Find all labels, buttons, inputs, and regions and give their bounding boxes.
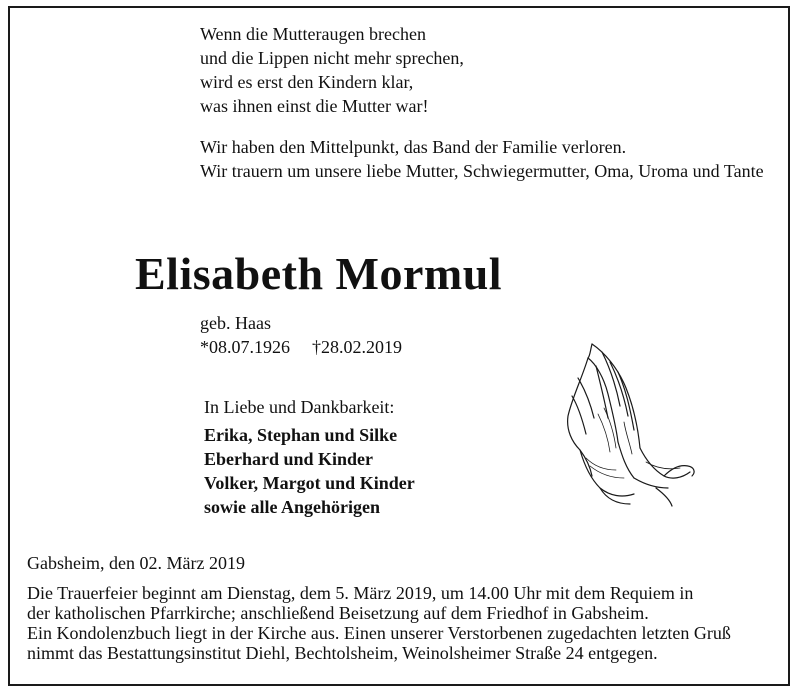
poem-line: wird es erst den Kindern klar, — [200, 72, 414, 92]
funeral-info — [27, 583, 765, 663]
maiden-name: geb. Haas — [200, 313, 271, 333]
place-date: Gabsheim, den 02. März 2019 — [27, 553, 245, 573]
funeral-info-line: Ein Kondolenzbuch liegt in der Kirche aus. Einen unserer Verstorbenen zugedachten letzten Gruß — [27, 623, 731, 643]
family-names — [204, 423, 415, 519]
birth-date: *08.07.1926 — [200, 337, 290, 357]
mourning-line-1: Wir haben den Mittelpunkt, das Band der Familie verloren. — [200, 137, 627, 157]
funeral-info-line: nimmt das Bestattungsinstitut Diehl, Bechtolsheim, Weinolsheimer Straße 24 entgegen. — [27, 643, 658, 663]
death-date: †28.02.2019 — [312, 337, 402, 357]
family-name-line: Eberhard und Kinder — [204, 449, 374, 469]
poem — [200, 22, 464, 118]
family-intro: In Liebe und Dankbarkeit: — [204, 397, 395, 417]
family-name-line: Volker, Margot und Kinder — [204, 473, 415, 493]
poem-line: Wenn die Mutteraugen brechen — [200, 24, 426, 44]
funeral-info-line: Die Trauerfeier beginnt am Dienstag, dem 5. März 2019, um 14.00 Uhr mit dem Requiem in — [27, 583, 694, 603]
poem-line: und die Lippen nicht mehr sprechen, — [200, 48, 464, 68]
deceased-name: Elisabeth Mormul — [135, 248, 503, 299]
mourning-text — [200, 135, 765, 183]
family-name-line: sowie alle Angehörigen — [204, 497, 380, 517]
poem-line: was ihnen einst die Mutter war! — [200, 96, 429, 116]
life-dates — [200, 336, 402, 358]
family-name-line: Erika, Stephan und Silke — [204, 425, 398, 445]
mourning-line-2: Wir trauern um unsere liebe Mutter, Schwiegermutter, Oma, Uroma und Tante — [200, 161, 764, 181]
praying-hands-icon — [560, 338, 700, 508]
funeral-info-line: der katholischen Pfarrkirche; anschließend Beisetzung auf dem Friedhof in Gabsheim. — [27, 603, 649, 623]
